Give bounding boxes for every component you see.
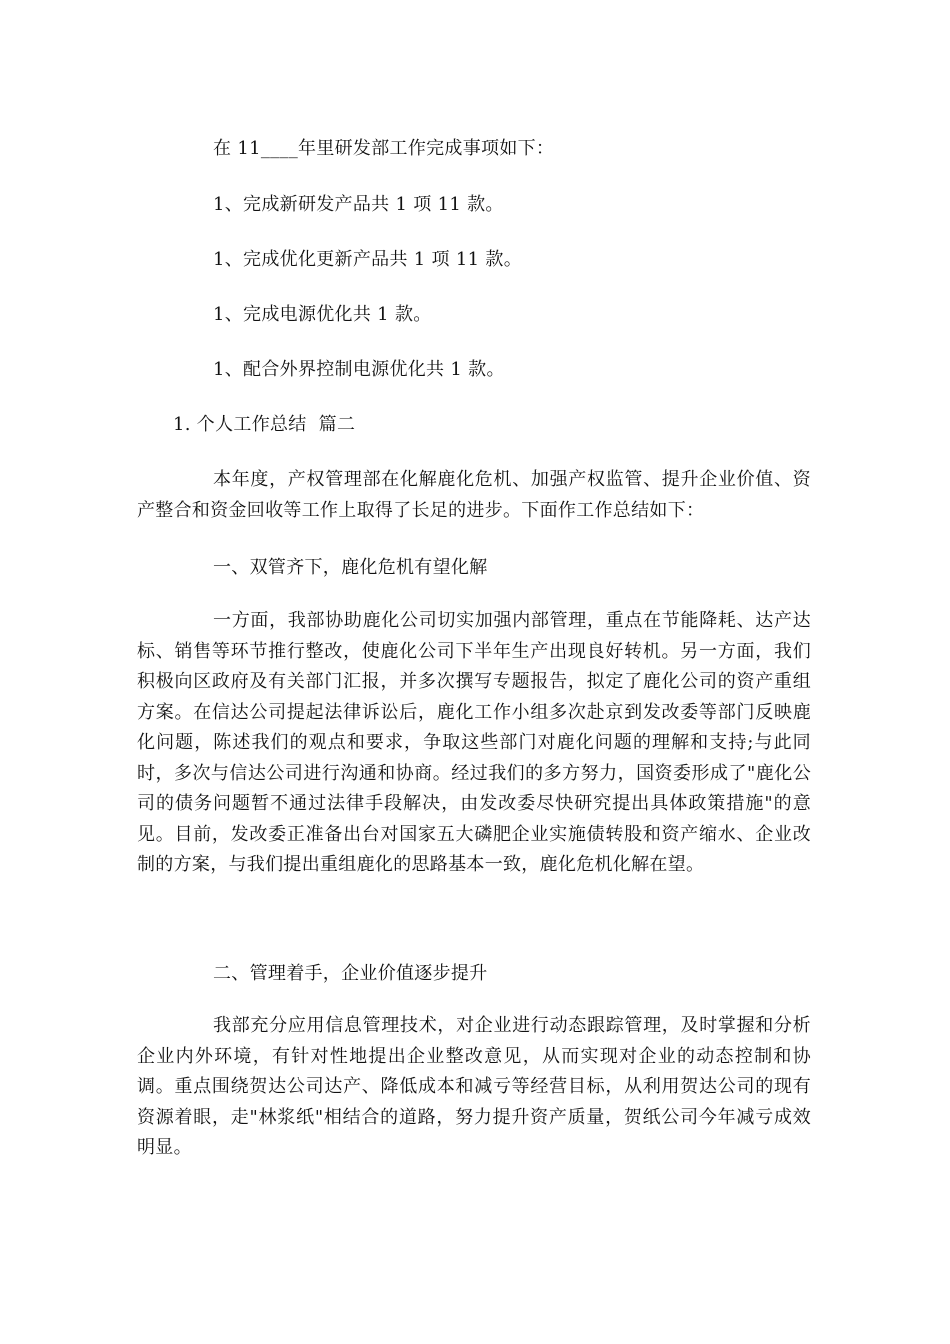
section-heading: 1. 个人工作总结 篇二 xyxy=(173,414,356,435)
subheading-one: 一、双管齐下，鹿化危机有望化解 xyxy=(213,557,488,578)
list-item: 1、配合外界控制电源优化共 1 款。 xyxy=(213,359,505,380)
summary-intro-line: 在 11____年里研发部工作完成事项如下： xyxy=(213,138,555,159)
subheading-two: 二、管理着手，企业价值逐步提升 xyxy=(213,963,488,984)
list-item: 1、完成新研发产品共 1 项 11 款。 xyxy=(213,194,504,215)
paragraph-one: 一方面，我部协助鹿化公司切实加强内部管理，重点在节能降耗、达产达标、销售等环节推行整改，使鹿化公司下半年生产出现良好转机。另一方面，我们积极向区政府及有关部门汇报，并多次撰写专题报告，拟定了鹿化公司的资产重组方案。在信达公司提起法律诉讼后，鹿化工作小组多次赴京到发改委等部门反映鹿化问题，陈述我们的观点和要求，争取这些部门对鹿化问题的理解和支持;与此同时，多次与信达公司进行沟通和协商。经过我们的多方努力，国资委形成了"鹿化公司的债务问题暂不通过法律手段解决，由发改委尽快研究提出具体政策措施"的意见。目前，发改委正准备出台对国家五大磷肥企业实施债转股和资产缩水、企业改制的方案，与我们提出重组鹿化的思路基本一致，鹿化危机化解在望。 xyxy=(137,610,811,875)
paragraph-two: 我部充分应用信息管理技术，对企业进行动态跟踪管理，及时掌握和分析企业内外环境，有针对性地提出企业整改意见，从而实现对企业的动态控制和协调。重点围绕贺达公司达产、降低成本和减亏等经营目标，从利用贺达公司的现有资源着眼，走"林浆纸"相结合的道路，努力提升资产质量，贺纸公司今年减亏成效明显。 xyxy=(137,1015,811,1158)
list-item: 1、完成优化更新产品共 1 项 11 款。 xyxy=(213,249,522,270)
intro-paragraph: 本年度，产权管理部在化解鹿化危机、加强产权监管、提升企业价值、资产整合和资金回收等工作上取得了长足的进步。下面作工作总结如下： xyxy=(137,469,811,521)
list-item: 1、完成电源优化共 1 款。 xyxy=(213,304,432,325)
